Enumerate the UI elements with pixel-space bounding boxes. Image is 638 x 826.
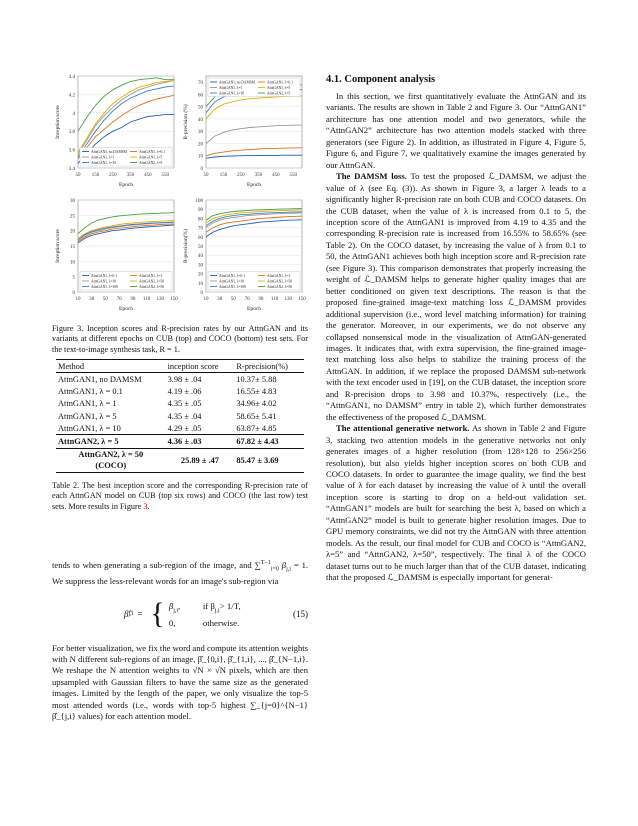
table-cell: 10.37± 5.88 [236,374,277,384]
table-row-coco [56,448,304,472]
y-tick-label: 40 [198,117,203,123]
table-cell: 67.82 ± 4.43 [234,435,304,448]
x-tick-label: 110 [142,297,151,302]
y-tick-label: 60 [198,235,203,241]
text: j,i [286,566,291,573]
legend-label: AttnGAN1, λ=10 [91,279,117,284]
y-tick-label: 50 [198,105,203,111]
table-cell: 3.98 ± .04 [167,374,202,384]
legend-label: AttnGAN1, λ=0.1 [139,150,166,155]
equation-number: (15) [293,609,308,620]
legend-label: AttnGAN1, no DAMSM [219,80,255,85]
x-axis-label: Epoch [118,182,134,188]
results-table [56,359,304,473]
y-tick-label: 30 [70,199,75,204]
legend-label: AttnGAN1, λ=1 [91,155,115,160]
table-row-best [56,435,304,448]
legend-label: AttnGAN1, λ=0.1 [219,274,246,279]
intro-paragraph: In this section, we first quantitatively evaluate the AttnGAN and its variants. The results are shown in Table 2 and Figure 3. Our “AttnGAN1” architecture has one attention model and two generators, while the “AttnGAN2” architecture has two attention models stacked with three generators (see Figure 2). In addition, as illustrated in Figure 4, Figure 5, Figure 6, and Figure 7, we qualitatively examine the images generated by our AttnGAN. [326,91,586,170]
table-cell: 85.47 ± 3.69 [234,448,304,472]
x-tick-label: 30 [89,297,95,302]
chart-cub-rprecision [180,68,308,192]
y-tick-label: 10 [70,260,75,266]
x-tick-label: 50 [75,173,81,178]
damsm-paragraph [326,171,586,423]
table-cell: AttnGAN1, λ = 5 [58,411,117,421]
y-tick-label: 50 [198,245,203,250]
figure-3 [52,68,308,316]
x-tick-label: 70 [116,297,122,302]
text: T−1 [260,560,271,567]
y-tick-label: 4.4 [68,75,75,80]
table-cell: 4.29 ± .05 [167,423,202,433]
y-axis-label: Inception score [55,105,61,139]
x-axis-label: Epoch [246,306,262,312]
x-tick-label: 250 [109,173,117,178]
table-row [56,422,304,435]
figure-caption: Figure 3. Inception scores and R-precision rates by our AttnGAN and its variants at different epochs on CUB (top) and COCO (bottom) test sets. For the text-to-image synthesis task, R = 1. [52,324,308,354]
legend-label: AttnGAN1, λ=1 [219,86,243,91]
y-tick-label: 0 [200,291,203,296]
x-tick-label: 50 [203,173,209,178]
text: tends to when generating a sub-region of the image, and [52,560,252,571]
y-tick-label: 40 [198,254,203,260]
y-tick-label: 15 [70,245,75,250]
x-tick-label: 350 [126,173,135,178]
y-tick-label: 70 [198,81,203,87]
legend-label: AttnGAN1, λ=10 [91,161,117,166]
y-axis-label: Inception score [55,229,61,263]
x-tick-label: 90 [258,297,264,302]
right-column [326,68,586,583]
y-tick-label: 3.6 [68,148,75,154]
x-tick-label: 130 [156,297,165,302]
legend-label: AttnGAN1, no DAMSM [91,150,127,155]
cases: $\beta_{j,i}$, if $\beta_{j,i}> 1/T$, 0, otherwise. [168,600,241,628]
legend-label: AttnGAN2, λ=50 [267,285,293,290]
text: β [278,560,287,571]
table-header: Method [56,360,166,373]
table-cell: AttnGAN2, λ = 5 [56,435,166,448]
equation-body: β̂ j,i = { $\beta_{j,i}$, if $\beta_{j,i}> 1/T$, 0, otherwise. [124,597,241,631]
table-cell: AttnGAN1, λ = 1 [58,399,117,409]
x-tick-label: 150 [298,297,306,302]
y-tick-label: 90 [198,208,203,214]
legend-label: AttnGAN1, λ=1 [139,274,163,279]
y-tick-label: 3.4 [68,167,75,172]
visualization-paragraph: For better visualization, we fix the word and compute its attention weights with N different sub-regions of an image, β̂_{0,i}, β̂_{1,i}, ..., β̂_{N−1,i}. We reshape the N attention weights to √N × √N pixels, which are then upsampled with Gaussian filters to have the same size as the generated images. Limited by the length of the paper, we only visualize the top-5 most attended words (i.e., words with top-5 highest ∑_{j=0}^{N−1} β̂_{j,i} values) for each attention model. [52,642,308,722]
paragraph-heading: The attentional generative network. [336,423,470,434]
figure-link[interactable]: 3 [143,501,148,511]
y-tick-label: 20 [70,229,75,235]
text: j,i [214,607,220,614]
y-tick-label: 20 [198,272,203,278]
x-tick-label: 150 [219,173,228,178]
legend-label: AttnGAN1, λ=50 [267,279,293,284]
text: if β [202,600,215,611]
legend-label: AttnGAN2, λ=5 [139,161,163,166]
chart-cub-inception [52,68,180,192]
legend-label: AttnGAN2, λ=5 [267,91,291,96]
y-tick-label: 0 [72,291,75,296]
y-tick-label: 30 [198,263,203,269]
legend-label: AttnGAN1, λ=10 [219,279,245,284]
x-tick-label: 30 [217,297,223,302]
x-tick-label: 90 [130,297,136,302]
y-tick-label: 60 [198,93,203,99]
coco-method: AttnGAN2, λ = 50 [78,450,144,460]
x-tick-label: 110 [270,297,279,302]
table-cell: 25.89 ± .47 [166,448,235,472]
legend-label: AttnGAN1, λ=100 [219,285,246,290]
x-tick-label: 350 [254,173,263,178]
y-tick-label: 10 [198,154,203,160]
chart-coco-inception [52,192,180,316]
equation-15 [52,597,308,631]
table-cell: 4.35 ± .04 [167,411,202,421]
text: = 1. We suppress the less-relevant words for an image's sub-region via [52,560,309,587]
brace-icon: { [150,597,165,631]
x-tick-label: 130 [284,297,293,302]
text: To test the proposed ℒ_DAMSM, we adjust the value of λ (see Eq. (3)). As shown in Figure 3, a larger λ leads to a significantly higher R-precision rate on both CUB and COCO datasets. On the CUB dataset, when the value of λ is increased from 0.1 to 5, the inception score of the AttnGAN1 is improved from 4.19 to 4.35 and the corresponding R-precision rate is increased from 16.55% to 58.65% (see Table 2). On the COCO dataset, by increasing the value of λ from 0.1 to 50, the AttnGAN1 achieves both high inception score and R-precision rate (see Figure 3). This comparison demonstrates that properly increasing the weight of ℒ_DAMSM helps to generate higher quality images that are better conditioned on given text descriptions. The reason is that the proposed fine-grained image-text matching loss ℒ_DAMSM provides additional supervision (i.e., word level matching information) for training the generator. Moreover, in our experiments, we do not observe any collapsed nonsensical mode in the visualization of AttnGAN-generated images. It indicates that, with extra supervision, the fine-grained image-text matching loss also helps to stabilize the training process of the AttnGAN. In addition, if we replace the proposed DAMSM sub-network with the text encoder used in [19], on the CUB dataset, the inception score and R-precision drops to 3.98 and 10.37%, respectively (i.e., the “AttnGAN1, no DAMSM” entry in table 2), which further demonstrates the effectiveness of the proposed ℒ_DAMSM. [326,171,587,422]
table-cell: 16.55± 4.83 [236,387,277,397]
x-tick-label: 450 [144,173,152,178]
x-tick-label: 70 [244,297,250,302]
x-tick-label: 10 [203,297,209,302]
table-cell: 63.87± 4.85 [236,423,277,433]
text: β̂ [124,609,129,620]
table-cell: 4.35 ± .05 [167,399,202,409]
x-tick-label: 550 [161,173,170,178]
table-cell: AttnGAN1, λ = 0.1 [58,387,123,397]
table-row [56,398,304,410]
text: 0, [168,617,176,628]
legend-label: AttnGAN1, λ=100 [91,285,118,290]
table-cell: 4.19 ± .06 [167,387,202,397]
y-tick-label: 20 [198,142,203,148]
table-row [56,373,304,386]
table-header: R-precision(%) [234,360,304,373]
sum-symbol [254,560,279,573]
table-row [56,410,304,422]
table-caption-text: Table 2. The best inception score and the corresponding R-precision rate of each AttnGAN model on CUB (top six rows) and COCO (the last row) test sets. More results in Figure [52,481,308,511]
text: > 1/T, [219,600,241,611]
text: β [168,600,174,611]
y-tick-label: 100 [195,199,203,204]
attention-paragraph [52,558,308,587]
table-cell: 34.96± 4.02 [236,399,277,409]
y-tick-label: 0 [200,167,203,172]
legend-label: AttnGAN2, λ=50 [139,285,165,290]
legend-label: AttnGAN1, λ=10 [219,91,245,96]
y-tick-label: 4.2 [68,93,75,99]
table-cell [56,448,166,472]
y-tick-label: 70 [198,226,203,232]
text: i=0 [270,566,279,573]
y-axis-label: R-precision(%) [183,229,189,263]
y-tick-label: 30 [198,130,203,136]
x-tick-label: 50 [102,297,108,302]
legend-label: AttnGAN1, λ=0.1 [267,80,294,85]
y-tick-label: 4 [72,111,75,117]
legend-label: AttnGAN1, λ=0.1 [91,274,118,279]
left-column [52,68,308,723]
table-cell: 4.36 ± .03 [166,435,235,448]
table-cell: 58.65± 5.41 [236,411,277,421]
x-tick-label: 150 [91,173,100,178]
x-tick-label: 450 [272,173,280,178]
text: j,i [173,607,179,614]
legend-label: AttnGAN1, λ=50 [139,279,165,284]
table-header-row [56,360,304,373]
y-tick-label: 25 [70,214,75,220]
x-tick-label: 250 [237,173,245,178]
legend-label: AttnGAN1, λ=5 [267,86,291,91]
chart-coco-rprecision [180,192,308,316]
table-row [56,386,304,398]
table-header: inception score [166,360,235,373]
text: ∑ [254,560,261,571]
text: otherwise. [202,617,240,628]
section-title: 4.1. Component analysis [326,74,436,85]
table-caption [52,481,308,512]
text: As shown in Table 2 and Figure 3, stacking two attention models in the generative networks not only generates images of a higher resolution (from 128×128 to 256×256 resolution), but also yields higher inception scores on both CUB and COCO datasets. In order to guarantee the image quality, we find the best value of λ for each dataset by increasing the value of λ until the overall inception score is starting to drop on a held-out validation set. “AttnGAN1” models are built for searching the best λ, based on which a “AttnGAN2” model is built to generate higher resolution images. Due to GPU memory constraints, we did not try the AttnGAN with three attention models. As the result, our final model for CUB and COCO is “AttnGAN2, λ=5” and “AttnGAN2, λ=50”, respectively. The final λ of the COCO dataset turns out to be much larger than that of the CUB dataset, indicating that the proposed ℒ_DAMSM is especially important for generat- [326,423,586,583]
attentional-paragraph [326,423,586,583]
text: j,i [128,611,134,618]
x-tick-label: 10 [75,297,81,302]
x-axis-label: Epoch [118,306,134,312]
table-caption-end: . [147,501,150,511]
y-tick-label: 3.8 [68,130,75,136]
paragraph-heading: The DAMSM loss. [336,171,407,182]
y-tick-label: 80 [198,217,203,223]
table-cell: AttnGAN1, λ = 10 [58,423,121,433]
coco-label: (COCO) [95,461,127,471]
x-tick-label: 550 [289,173,298,178]
y-tick-label: 5 [72,275,75,281]
x-tick-label: 150 [170,297,178,302]
legend-label: AttnGAN1, λ=5 [139,155,163,160]
y-axis-label: R-precision (%) [183,104,189,140]
y-tick-label: 10 [198,281,203,287]
x-tick-label: 50 [230,297,236,302]
x-axis-label: Epoch [246,182,262,188]
table-cell: AttnGAN1, no DAMSM [58,374,142,384]
legend-label: AttnGAN1, λ=1 [267,274,291,279]
